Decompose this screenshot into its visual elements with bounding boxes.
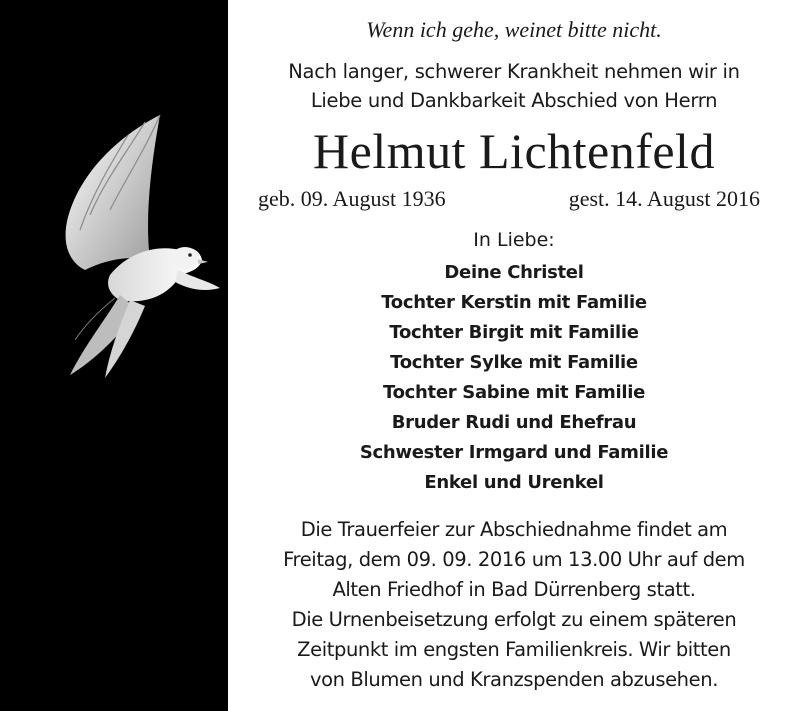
deceased-name: Helmut Lichtenfeld [313,123,715,179]
black-side-panel [0,0,228,711]
mourners-list [228,258,800,498]
motto: Wenn ich gehe, weinet bitte nicht. [366,17,662,42]
notice-line: Freitag, dem 09. 09. 2016 um 13.00 Uhr auf dem [283,548,745,571]
notice-line: von Blumen und Kranzspenden abzusehen. [310,668,718,691]
intro-line: Liebe und Dankbarkeit Abschied von Herrn [310,89,718,112]
funeral-notice [228,515,800,695]
mourner: Schwester Irmgard und Familie [359,442,669,463]
mourner: Tochter Kerstin mit Familie [381,292,647,313]
mourner: Bruder Rudi und Ehefrau [391,412,637,433]
mourner: Enkel und Urenkel [424,472,604,493]
mourner: Tochter Sabine mit Familie [382,382,645,403]
mourner: Tochter Birgit mit Familie [389,322,639,343]
birth-date: geb. 09. August 1936 [258,186,446,211]
notice-line: Zeitpunkt im engsten Familienkreis. Wir bitten [297,638,731,661]
mourner: Tochter Sylke mit Familie [390,352,638,373]
intro-line: Nach langer, schwerer Krankheit nehmen wir in [288,60,740,83]
notice-line: Die Trauerfeier zur Abschiednahme findet am [300,518,728,541]
notice-line: Die Urnenbeisetzung erfolgt zu einem späteren [291,608,737,631]
death-date: gest. 14. August 2016 [568,186,760,211]
notice-text-area [228,0,800,711]
in-love-label: In Liebe: [473,229,555,251]
dove-icon [50,110,228,390]
mourner: Deine Christel [444,262,584,283]
notice-line: Alten Friedhof in Bad Dürrenberg statt. [332,578,696,601]
